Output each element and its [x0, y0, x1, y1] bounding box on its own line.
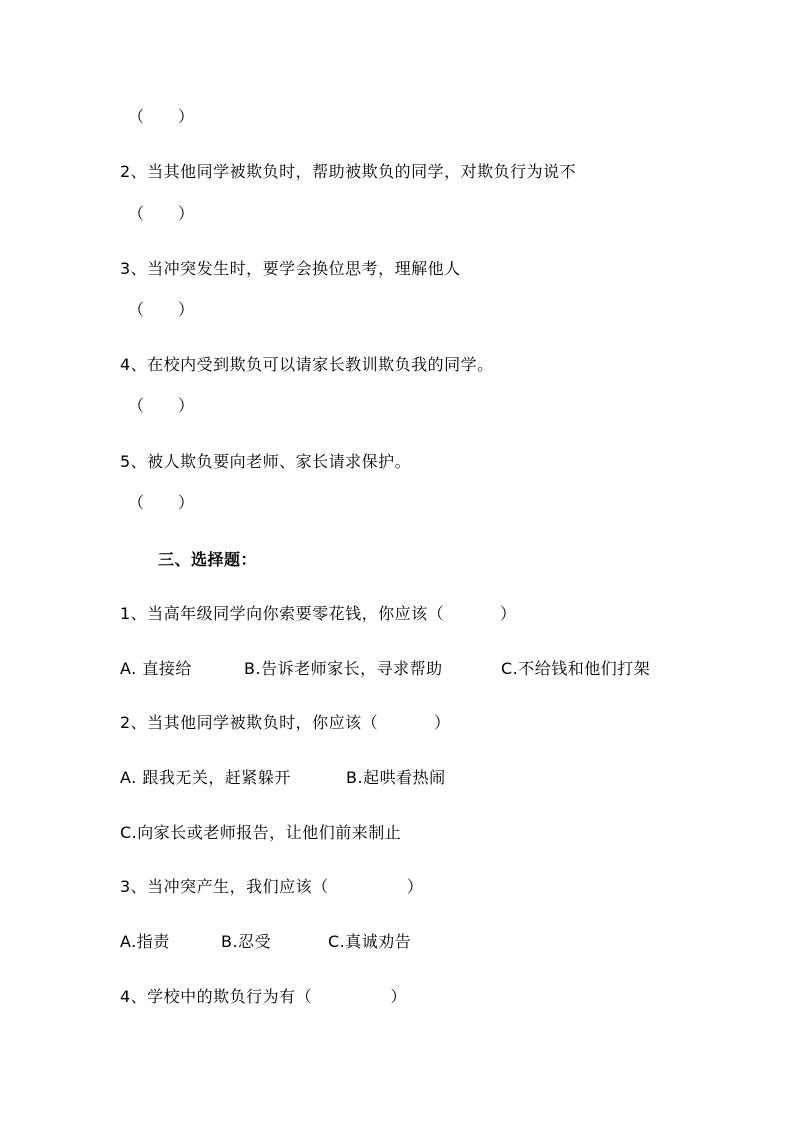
- section-title: 三、选择题：: [158, 550, 258, 569]
- answer-blank: （ ）: [128, 493, 195, 512]
- option-a: A. 直接给: [120, 659, 192, 678]
- answer-blank: （ ）: [128, 204, 195, 223]
- mc-options-2: [120, 768, 446, 788]
- tf-question-3: 3、当冲突发生时，要学会换位思考，理解他人: [120, 259, 461, 278]
- answer-blank: （ ）: [128, 300, 195, 319]
- tf-question-2: 2、当其他同学被欺负时，帮助被欺负的同学，对欺负行为说不: [120, 162, 577, 181]
- mc-question-1: 1、当高年级同学向你索要零花钱，你应该（ ）: [120, 604, 517, 623]
- option-a: A. 跟我无关，赶紧躲开: [120, 768, 291, 787]
- option-b: B.起哄看热闹: [346, 768, 446, 787]
- answer-blank: （ ）: [128, 396, 195, 415]
- option-c: C.向家长或老师报告，让他们前来制止: [120, 823, 402, 842]
- mc-question-2: 2、当其他同学被欺负时，你应该（ ）: [120, 713, 451, 732]
- option-b: B.忍受: [221, 932, 272, 951]
- option-b: B.告诉老师家长，寻求帮助: [244, 659, 443, 678]
- option-a: A.指责: [120, 932, 170, 951]
- mc-question-3: 3、当冲突产生，我们应该（ ）: [120, 877, 424, 896]
- mc-options-3: [120, 932, 411, 952]
- tf-question-4: 4、在校内受到欺负可以请家长教训欺负我的同学。: [120, 355, 494, 374]
- option-c: C.真诚劝告: [328, 932, 412, 951]
- option-c: C.不给钱和他们打架: [501, 659, 651, 678]
- tf-question-5: 5、被人欺负要向老师、家长请求保护。: [120, 452, 412, 471]
- mc-options-1: [120, 659, 650, 679]
- answer-blank: （ ）: [128, 107, 195, 126]
- mc-question-4: 4、学校中的欺负行为有（ ）: [120, 987, 407, 1006]
